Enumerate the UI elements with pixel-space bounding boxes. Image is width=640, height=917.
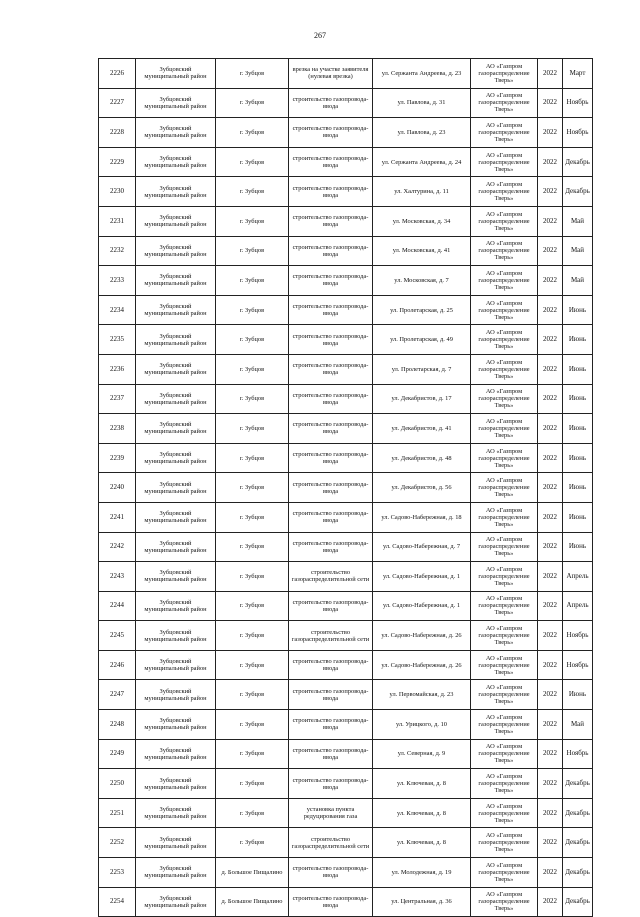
table-row bbox=[99, 828, 593, 858]
month-cell: Декабрь bbox=[563, 887, 593, 917]
district-cell: Зубцовский муниципальный район bbox=[136, 266, 216, 296]
month-cell: Декабрь bbox=[563, 828, 593, 858]
year-cell: 2022 bbox=[538, 562, 563, 592]
work-type-cell: строительство газопровода-ввода bbox=[289, 295, 373, 325]
organization-cell: АО «Газпром газораспределение Тверь» bbox=[471, 739, 538, 769]
row-number-cell: 2237 bbox=[99, 384, 136, 414]
year-cell: 2022 bbox=[538, 680, 563, 710]
year-cell: 2022 bbox=[538, 147, 563, 177]
address-cell: ул. Северная, д. 9 bbox=[373, 739, 471, 769]
table-row bbox=[99, 887, 593, 917]
row-number-cell: 2243 bbox=[99, 562, 136, 592]
table-row bbox=[99, 798, 593, 828]
work-type-cell: строительство газопровода-ввода bbox=[289, 532, 373, 562]
organization-cell: АО «Газпром газораспределение Тверь» bbox=[471, 621, 538, 651]
month-cell: Июнь bbox=[563, 414, 593, 444]
address-cell: ул. Сержанта Андреева, д. 23 bbox=[373, 59, 471, 89]
year-cell: 2022 bbox=[538, 473, 563, 503]
table-row bbox=[99, 206, 593, 236]
settlement-cell: г. Зубцов bbox=[216, 443, 289, 473]
year-cell: 2022 bbox=[538, 621, 563, 651]
table-row bbox=[99, 710, 593, 740]
month-cell: Май bbox=[563, 206, 593, 236]
address-cell: ул. Декабристов, д. 41 bbox=[373, 414, 471, 444]
organization-cell: АО «Газпром газораспределение Тверь» bbox=[471, 443, 538, 473]
district-cell: Зубцовский муниципальный район bbox=[136, 562, 216, 592]
page-number: 267 bbox=[314, 31, 326, 40]
work-type-cell: строительство газопровода-ввода bbox=[289, 384, 373, 414]
district-cell: Зубцовский муниципальный район bbox=[136, 858, 216, 888]
organization-cell: АО «Газпром газораспределение Тверь» bbox=[471, 414, 538, 444]
year-cell: 2022 bbox=[538, 887, 563, 917]
work-type-cell: строительство газопровода-ввода bbox=[289, 591, 373, 621]
organization-cell: АО «Газпром газораспределение Тверь» bbox=[471, 236, 538, 266]
settlement-cell: г. Зубцов bbox=[216, 650, 289, 680]
work-type-cell: строительство газопровода-ввода bbox=[289, 443, 373, 473]
work-type-cell: строительство газопровода-ввода bbox=[289, 118, 373, 148]
table-body bbox=[99, 59, 593, 917]
row-number-cell: 2232 bbox=[99, 236, 136, 266]
year-cell: 2022 bbox=[538, 798, 563, 828]
address-cell: ул. Садово-Набережная, д. 1 bbox=[373, 562, 471, 592]
row-number-cell: 2251 bbox=[99, 798, 136, 828]
settlement-cell: г. Зубцов bbox=[216, 118, 289, 148]
row-number-cell: 2252 bbox=[99, 828, 136, 858]
work-type-cell: строительство газопровода-ввода bbox=[289, 769, 373, 799]
table-row bbox=[99, 769, 593, 799]
work-type-cell: строительство газопровода-ввода bbox=[289, 473, 373, 503]
row-number-cell: 2240 bbox=[99, 473, 136, 503]
row-number-cell: 2246 bbox=[99, 650, 136, 680]
year-cell: 2022 bbox=[538, 354, 563, 384]
row-number-cell: 2253 bbox=[99, 858, 136, 888]
address-cell: ул. Халтурина, д. 11 bbox=[373, 177, 471, 207]
row-number-cell: 2242 bbox=[99, 532, 136, 562]
address-cell: ул. Ключевая, д. 8 bbox=[373, 798, 471, 828]
table-row bbox=[99, 414, 593, 444]
row-number-cell: 2233 bbox=[99, 266, 136, 296]
settlement-cell: г. Зубцов bbox=[216, 769, 289, 799]
month-cell: Ноябрь bbox=[563, 739, 593, 769]
work-type-cell: строительство газопровода-ввода bbox=[289, 325, 373, 355]
table-row bbox=[99, 59, 593, 89]
organization-cell: АО «Газпром газораспределение Тверь» bbox=[471, 384, 538, 414]
district-cell: Зубцовский муниципальный район bbox=[136, 680, 216, 710]
table-row bbox=[99, 473, 593, 503]
district-cell: Зубцовский муниципальный район bbox=[136, 887, 216, 917]
year-cell: 2022 bbox=[538, 177, 563, 207]
district-cell: Зубцовский муниципальный район bbox=[136, 798, 216, 828]
year-cell: 2022 bbox=[538, 325, 563, 355]
organization-cell: АО «Газпром газораспределение Тверь» bbox=[471, 532, 538, 562]
organization-cell: АО «Газпром газораспределение Тверь» bbox=[471, 147, 538, 177]
year-cell: 2022 bbox=[538, 88, 563, 118]
table-row bbox=[99, 295, 593, 325]
settlement-cell: д. Большое Пищалино bbox=[216, 887, 289, 917]
settlement-cell: г. Зубцов bbox=[216, 88, 289, 118]
table-row bbox=[99, 384, 593, 414]
month-cell: Июнь bbox=[563, 443, 593, 473]
district-cell: Зубцовский муниципальный район bbox=[136, 769, 216, 799]
settlement-cell: г. Зубцов bbox=[216, 532, 289, 562]
work-type-cell: строительство газопровода-ввода bbox=[289, 887, 373, 917]
settlement-cell: г. Зубцов bbox=[216, 384, 289, 414]
table-row bbox=[99, 502, 593, 532]
address-cell: ул. Павлова, д. 23 bbox=[373, 118, 471, 148]
organization-cell: АО «Газпром газораспределение Тверь» bbox=[471, 266, 538, 296]
month-cell: Июнь bbox=[563, 502, 593, 532]
organization-cell: АО «Газпром газораспределение Тверь» bbox=[471, 206, 538, 236]
month-cell: Май bbox=[563, 710, 593, 740]
district-cell: Зубцовский муниципальный район bbox=[136, 532, 216, 562]
row-number-cell: 2241 bbox=[99, 502, 136, 532]
address-cell: ул. Садово-Набережная, д. 1 bbox=[373, 591, 471, 621]
organization-cell: АО «Газпром газораспределение Тверь» bbox=[471, 325, 538, 355]
address-cell: ул. Молодежная, д. 19 bbox=[373, 858, 471, 888]
table-row bbox=[99, 562, 593, 592]
row-number-cell: 2248 bbox=[99, 710, 136, 740]
work-type-cell: строительство газопровода-ввода bbox=[289, 858, 373, 888]
organization-cell: АО «Газпром газораспределение Тверь» bbox=[471, 354, 538, 384]
address-cell: ул. Московская, д. 41 bbox=[373, 236, 471, 266]
table-row bbox=[99, 680, 593, 710]
district-cell: Зубцовский муниципальный район bbox=[136, 502, 216, 532]
month-cell: Март bbox=[563, 59, 593, 89]
month-cell: Июнь bbox=[563, 680, 593, 710]
organization-cell: АО «Газпром газораспределение Тверь» bbox=[471, 798, 538, 828]
settlement-cell: г. Зубцов bbox=[216, 59, 289, 89]
district-cell: Зубцовский муниципальный район bbox=[136, 473, 216, 503]
row-number-cell: 2229 bbox=[99, 147, 136, 177]
month-cell: Декабрь bbox=[563, 798, 593, 828]
table-row bbox=[99, 591, 593, 621]
address-cell: ул. Пролетарская, д. 25 bbox=[373, 295, 471, 325]
work-type-cell: строительство газопровода-ввода bbox=[289, 502, 373, 532]
address-cell: ул. Урицкого, д. 10 bbox=[373, 710, 471, 740]
month-cell: Июнь bbox=[563, 384, 593, 414]
organization-cell: АО «Газпром газораспределение Тверь» bbox=[471, 295, 538, 325]
month-cell: Апрель bbox=[563, 591, 593, 621]
month-cell: Ноябрь bbox=[563, 621, 593, 651]
address-cell: ул. Садово-Набережная, д. 26 bbox=[373, 650, 471, 680]
settlement-cell: г. Зубцов bbox=[216, 414, 289, 444]
year-cell: 2022 bbox=[538, 236, 563, 266]
table-row bbox=[99, 236, 593, 266]
settlement-cell: г. Зубцов bbox=[216, 680, 289, 710]
year-cell: 2022 bbox=[538, 414, 563, 444]
organization-cell: АО «Газпром газораспределение Тверь» bbox=[471, 769, 538, 799]
row-number-cell: 2254 bbox=[99, 887, 136, 917]
month-cell: Ноябрь bbox=[563, 118, 593, 148]
settlement-cell: г. Зубцов bbox=[216, 621, 289, 651]
work-type-cell: строительство газопровода-ввода bbox=[289, 414, 373, 444]
organization-cell: АО «Газпром газораспределение Тверь» bbox=[471, 828, 538, 858]
district-cell: Зубцовский муниципальный район bbox=[136, 443, 216, 473]
settlement-cell: г. Зубцов bbox=[216, 325, 289, 355]
district-cell: Зубцовский муниципальный район bbox=[136, 88, 216, 118]
district-cell: Зубцовский муниципальный район bbox=[136, 206, 216, 236]
year-cell: 2022 bbox=[538, 443, 563, 473]
work-type-cell: строительство газораспределительной сети bbox=[289, 828, 373, 858]
address-cell: ул. Ключевая, д. 8 bbox=[373, 828, 471, 858]
address-cell: ул. Павлова, д. 31 bbox=[373, 88, 471, 118]
district-cell: Зубцовский муниципальный район bbox=[136, 295, 216, 325]
row-number-cell: 2244 bbox=[99, 591, 136, 621]
work-type-cell: строительство газораспределительной сети bbox=[289, 562, 373, 592]
settlement-cell: г. Зубцов bbox=[216, 295, 289, 325]
row-number-cell: 2238 bbox=[99, 414, 136, 444]
year-cell: 2022 bbox=[538, 828, 563, 858]
settlement-cell: г. Зубцов bbox=[216, 177, 289, 207]
district-cell: Зубцовский муниципальный район bbox=[136, 384, 216, 414]
month-cell: Май bbox=[563, 236, 593, 266]
row-number-cell: 2236 bbox=[99, 354, 136, 384]
row-number-cell: 2226 bbox=[99, 59, 136, 89]
table-row bbox=[99, 354, 593, 384]
organization-cell: АО «Газпром газораспределение Тверь» bbox=[471, 650, 538, 680]
row-number-cell: 2231 bbox=[99, 206, 136, 236]
table-row bbox=[99, 858, 593, 888]
work-type-cell: строительство газопровода-ввода bbox=[289, 739, 373, 769]
table-row bbox=[99, 443, 593, 473]
address-cell: ул. Садово-Набережная, д. 18 bbox=[373, 502, 471, 532]
settlement-cell: г. Зубцов bbox=[216, 710, 289, 740]
row-number-cell: 2249 bbox=[99, 739, 136, 769]
work-type-cell: строительство газопровода-ввода bbox=[289, 88, 373, 118]
month-cell: Декабрь bbox=[563, 858, 593, 888]
month-cell: Декабрь bbox=[563, 147, 593, 177]
work-type-cell: врезка на участке заявителя (нулевая врезка) bbox=[289, 59, 373, 89]
address-cell: ул. Декабристов, д. 48 bbox=[373, 443, 471, 473]
district-cell: Зубцовский муниципальный район bbox=[136, 236, 216, 266]
year-cell: 2022 bbox=[538, 769, 563, 799]
table-row bbox=[99, 177, 593, 207]
work-type-cell: строительство газопровода-ввода bbox=[289, 710, 373, 740]
address-cell: ул. Первомайская, д. 23 bbox=[373, 680, 471, 710]
table-row bbox=[99, 325, 593, 355]
year-cell: 2022 bbox=[538, 502, 563, 532]
work-type-cell: строительство газопровода-ввода bbox=[289, 266, 373, 296]
table-row bbox=[99, 739, 593, 769]
year-cell: 2022 bbox=[538, 118, 563, 148]
address-cell: ул. Московская, д. 34 bbox=[373, 206, 471, 236]
address-cell: ул. Декабристов, д. 17 bbox=[373, 384, 471, 414]
district-cell: Зубцовский муниципальный район bbox=[136, 118, 216, 148]
work-type-cell: строительство газопровода-ввода bbox=[289, 206, 373, 236]
organization-cell: АО «Газпром газораспределение Тверь» bbox=[471, 591, 538, 621]
year-cell: 2022 bbox=[538, 532, 563, 562]
table-row bbox=[99, 147, 593, 177]
table-row bbox=[99, 266, 593, 296]
settlement-cell: д. Большое Пищалино bbox=[216, 858, 289, 888]
table-row bbox=[99, 118, 593, 148]
organization-cell: АО «Газпром газораспределение Тверь» bbox=[471, 88, 538, 118]
month-cell: Июнь bbox=[563, 354, 593, 384]
address-cell: ул. Садово-Набережная, д. 26 bbox=[373, 621, 471, 651]
settlement-cell: г. Зубцов bbox=[216, 147, 289, 177]
year-cell: 2022 bbox=[538, 266, 563, 296]
gasification-schedule-table bbox=[98, 58, 593, 917]
organization-cell: АО «Газпром газораспределение Тверь» bbox=[471, 59, 538, 89]
organization-cell: АО «Газпром газораспределение Тверь» bbox=[471, 710, 538, 740]
work-type-cell: строительство газопровода-ввода bbox=[289, 147, 373, 177]
address-cell: ул. Пролетарская, д. 7 bbox=[373, 354, 471, 384]
address-cell: ул. Пролетарская, д. 49 bbox=[373, 325, 471, 355]
year-cell: 2022 bbox=[538, 59, 563, 89]
work-type-cell: строительство газопровода-ввода bbox=[289, 177, 373, 207]
district-cell: Зубцовский муниципальный район bbox=[136, 147, 216, 177]
row-number-cell: 2245 bbox=[99, 621, 136, 651]
district-cell: Зубцовский муниципальный район bbox=[136, 621, 216, 651]
settlement-cell: г. Зубцов bbox=[216, 739, 289, 769]
row-number-cell: 2230 bbox=[99, 177, 136, 207]
address-cell: ул. Садово-Набережная, д. 7 bbox=[373, 532, 471, 562]
row-number-cell: 2235 bbox=[99, 325, 136, 355]
table-row bbox=[99, 88, 593, 118]
settlement-cell: г. Зубцов bbox=[216, 206, 289, 236]
settlement-cell: г. Зубцов bbox=[216, 828, 289, 858]
address-cell: ул. Ключевая, д. 8 bbox=[373, 769, 471, 799]
year-cell: 2022 bbox=[538, 295, 563, 325]
year-cell: 2022 bbox=[538, 739, 563, 769]
settlement-cell: г. Зубцов bbox=[216, 236, 289, 266]
work-type-cell: строительство газопровода-ввода bbox=[289, 680, 373, 710]
district-cell: Зубцовский муниципальный район bbox=[136, 710, 216, 740]
organization-cell: АО «Газпром газораспределение Тверь» bbox=[471, 858, 538, 888]
settlement-cell: г. Зубцов bbox=[216, 591, 289, 621]
organization-cell: АО «Газпром газораспределение Тверь» bbox=[471, 887, 538, 917]
work-type-cell: строительство газораспределительной сети bbox=[289, 621, 373, 651]
organization-cell: АО «Газпром газораспределение Тверь» bbox=[471, 502, 538, 532]
address-cell: ул. Московская, д. 7 bbox=[373, 266, 471, 296]
organization-cell: АО «Газпром газораспределение Тверь» bbox=[471, 473, 538, 503]
work-type-cell: строительство газопровода-ввода bbox=[289, 236, 373, 266]
month-cell: Декабрь bbox=[563, 177, 593, 207]
month-cell: Апрель bbox=[563, 562, 593, 592]
year-cell: 2022 bbox=[538, 206, 563, 236]
year-cell: 2022 bbox=[538, 384, 563, 414]
table-row bbox=[99, 532, 593, 562]
settlement-cell: г. Зубцов bbox=[216, 354, 289, 384]
row-number-cell: 2234 bbox=[99, 295, 136, 325]
row-number-cell: 2227 bbox=[99, 88, 136, 118]
month-cell: Июнь bbox=[563, 325, 593, 355]
district-cell: Зубцовский муниципальный район bbox=[136, 650, 216, 680]
organization-cell: АО «Газпром газораспределение Тверь» bbox=[471, 680, 538, 710]
district-cell: Зубцовский муниципальный район bbox=[136, 739, 216, 769]
organization-cell: АО «Газпром газораспределение Тверь» bbox=[471, 562, 538, 592]
address-cell: ул. Центральная, д. 36 bbox=[373, 887, 471, 917]
organization-cell: АО «Газпром газораспределение Тверь» bbox=[471, 177, 538, 207]
work-type-cell: строительство газопровода-ввода bbox=[289, 650, 373, 680]
district-cell: Зубцовский муниципальный район bbox=[136, 591, 216, 621]
district-cell: Зубцовский муниципальный район bbox=[136, 177, 216, 207]
address-cell: ул. Декабристов, д. 56 bbox=[373, 473, 471, 503]
work-type-cell: строительство газопровода-ввода bbox=[289, 354, 373, 384]
district-cell: Зубцовский муниципальный район bbox=[136, 828, 216, 858]
month-cell: Июнь bbox=[563, 295, 593, 325]
district-cell: Зубцовский муниципальный район bbox=[136, 414, 216, 444]
month-cell: Июнь bbox=[563, 473, 593, 503]
district-cell: Зубцовский муниципальный район bbox=[136, 325, 216, 355]
month-cell: Июнь bbox=[563, 532, 593, 562]
table-row bbox=[99, 650, 593, 680]
month-cell: Май bbox=[563, 266, 593, 296]
row-number-cell: 2250 bbox=[99, 769, 136, 799]
table-row bbox=[99, 621, 593, 651]
month-cell: Ноябрь bbox=[563, 650, 593, 680]
row-number-cell: 2239 bbox=[99, 443, 136, 473]
district-cell: Зубцовский муниципальный район bbox=[136, 59, 216, 89]
district-cell: Зубцовский муниципальный район bbox=[136, 354, 216, 384]
row-number-cell: 2228 bbox=[99, 118, 136, 148]
settlement-cell: г. Зубцов bbox=[216, 798, 289, 828]
settlement-cell: г. Зубцов bbox=[216, 266, 289, 296]
year-cell: 2022 bbox=[538, 650, 563, 680]
row-number-cell: 2247 bbox=[99, 680, 136, 710]
organization-cell: АО «Газпром газораспределение Тверь» bbox=[471, 118, 538, 148]
year-cell: 2022 bbox=[538, 591, 563, 621]
settlement-cell: г. Зубцов bbox=[216, 562, 289, 592]
month-cell: Декабрь bbox=[563, 769, 593, 799]
year-cell: 2022 bbox=[538, 710, 563, 740]
month-cell: Ноябрь bbox=[563, 88, 593, 118]
settlement-cell: г. Зубцов bbox=[216, 473, 289, 503]
work-type-cell: установка пункта редуцирования газа bbox=[289, 798, 373, 828]
address-cell: ул. Сержанта Андреева, д. 24 bbox=[373, 147, 471, 177]
settlement-cell: г. Зубцов bbox=[216, 502, 289, 532]
year-cell: 2022 bbox=[538, 858, 563, 888]
